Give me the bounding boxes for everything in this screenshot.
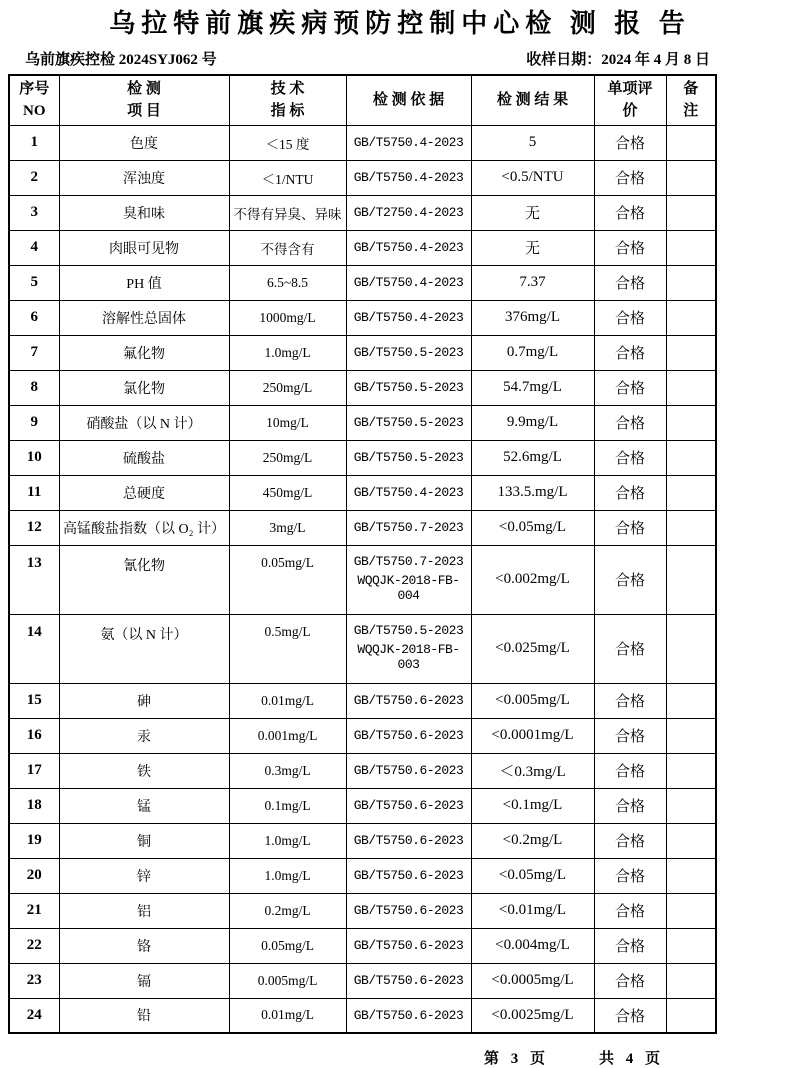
table-row [9,160,716,195]
cell-note [666,195,716,230]
cell-technical-standard: 0.2mg/L [229,893,346,928]
cell-technical-standard: 0.005mg/L [229,963,346,998]
header-evaluation-line1: 单项评 [607,81,653,98]
test-basis-lines [347,170,471,185]
cell-test-basis [346,440,471,475]
table-row [9,300,716,335]
cell-test-result: <0.05mg/L [471,510,594,545]
header-item-line2: 项 目 [127,103,161,120]
cell-technical-standard: 1.0mg/L [229,858,346,893]
table-row [9,230,716,265]
cell-test-basis [346,788,471,823]
header-note [666,75,716,125]
test-basis-lines [347,520,471,535]
cell-technical-standard: 不得含有 [229,230,346,265]
cell-test-item: 氯化物 [59,370,229,405]
cell-test-result: 5 [471,125,594,160]
cell-test-basis [346,300,471,335]
cell-note [666,300,716,335]
cell-row-number: 11 [9,475,59,510]
cell-row-number: 14 [9,614,59,683]
cell-test-basis [346,893,471,928]
table-row [9,335,716,370]
cell-note [666,963,716,998]
cell-test-basis [346,265,471,300]
cell-note [666,683,716,718]
test-basis-line: GB/T5750.5-2023 [353,450,464,465]
cell-technical-standard: 6.5~8.5 [229,265,346,300]
header-no [9,75,59,125]
header-item [59,75,229,125]
table-row [9,753,716,788]
test-basis-line: GB/T5750.6-2023 [353,728,464,743]
cell-note [666,265,716,300]
cell-row-number: 16 [9,718,59,753]
cell-test-result: 133.5.mg/L [471,475,594,510]
test-basis-lines [347,547,471,613]
table-row [9,718,716,753]
cell-test-basis [346,858,471,893]
test-basis-line: GB/T5750.6-2023 [353,798,464,813]
table-body [9,125,716,1033]
table-row [9,545,716,614]
cell-technical-standard: 0.01mg/L [229,683,346,718]
cell-test-result: <0.005mg/L [471,683,594,718]
cell-test-item: 铝 [59,893,229,928]
cell-row-number: 22 [9,928,59,963]
test-basis-line: GB/T5750.6-2023 [353,693,464,708]
cell-test-item: 高锰酸盐指数（以 O₂ 计） [59,510,229,545]
cell-evaluation: 合格 [594,928,666,963]
cell-evaluation: 合格 [594,195,666,230]
cell-evaluation: 合格 [594,893,666,928]
test-basis-line: GB/T5750.6-2023 [353,763,464,778]
cell-technical-standard: 1.0mg/L [229,823,346,858]
test-basis-lines [347,763,471,778]
cell-test-item: 总硬度 [59,475,229,510]
test-basis-lines [347,868,471,883]
cell-test-result: <0.01mg/L [471,893,594,928]
cell-test-basis [346,545,471,614]
cell-test-result: <0.5/NTU [471,160,594,195]
cell-test-item: 砷 [59,683,229,718]
cell-evaluation: 合格 [594,125,666,160]
doc-info-row [25,48,710,69]
cell-technical-standard: 250mg/L [229,370,346,405]
header-note-line1: 备 [683,81,699,98]
table-header-row [9,75,716,125]
table-row [9,858,716,893]
page-footer [484,1047,800,1068]
cell-test-item: 氨（以 N 计） [59,614,229,683]
cell-evaluation: 合格 [594,545,666,614]
cell-evaluation: 合格 [594,335,666,370]
cell-test-basis [346,230,471,265]
cell-note [666,335,716,370]
cell-technical-standard: 0.1mg/L [229,788,346,823]
cell-test-item: 肉眼可见物 [59,230,229,265]
cell-technical-standard: ＜1/NTU [229,160,346,195]
cell-test-basis [346,683,471,718]
test-basis-line: GB/T5750.6-2023 [353,868,464,883]
cell-evaluation: 合格 [594,440,666,475]
table-row [9,440,716,475]
cell-test-basis [346,753,471,788]
cell-note [666,614,716,683]
cell-row-number: 20 [9,858,59,893]
cell-row-number: 13 [9,545,59,614]
table-row [9,510,716,545]
cell-row-number: 10 [9,440,59,475]
cell-test-basis [346,125,471,160]
header-evaluation [594,75,666,125]
cell-test-result: 0.7mg/L [471,335,594,370]
header-basis-line1: 检 测 依 据 [372,92,445,109]
test-basis-line: GB/T5750.7-2023 [353,520,464,535]
cell-test-basis [346,195,471,230]
doc-number: 乌前旗疾控检 2024SYJ062 号 [25,52,217,68]
cell-evaluation: 合格 [594,510,666,545]
header-no-line1: 序号 [19,81,50,98]
test-basis-lines [347,485,471,500]
header-item-line1: 检 测 [127,81,161,98]
cell-test-basis [346,718,471,753]
table-row [9,405,716,440]
cell-technical-standard: 1.0mg/L [229,335,346,370]
cell-note [666,370,716,405]
cell-note [666,160,716,195]
cell-technical-standard: 不得有异臭、异味 [229,195,346,230]
header-standard [229,75,346,125]
cell-technical-standard: 0.001mg/L [229,718,346,753]
cell-technical-standard: 0.3mg/L [229,753,346,788]
cell-evaluation: 合格 [594,753,666,788]
test-basis-line: GB/T5750.5-2023 [353,380,464,395]
cell-note [666,718,716,753]
cell-test-result: <0.2mg/L [471,823,594,858]
test-basis-lines [347,450,471,465]
cell-evaluation: 合格 [594,405,666,440]
report-table [8,74,717,1034]
test-basis-line: GB/T2750.4-2023 [353,205,464,220]
cell-row-number: 18 [9,788,59,823]
cell-evaluation: 合格 [594,614,666,683]
cell-test-basis [346,405,471,440]
cell-row-number: 9 [9,405,59,440]
cell-test-result: <0.002mg/L [471,545,594,614]
cell-note [666,405,716,440]
test-basis-line: GB/T5750.4-2023 [353,310,464,325]
report-title: 乌拉特前旗疾病预防控制中心检 测 报 告 [109,9,691,38]
cell-technical-standard: 0.05mg/L [229,928,346,963]
cell-technical-standard: 0.01mg/L [229,998,346,1033]
header-no-line2: NO [23,103,46,120]
cell-note [666,510,716,545]
test-basis-lines [347,833,471,848]
cell-row-number: 24 [9,998,59,1033]
cell-test-basis [346,160,471,195]
cell-test-basis [346,335,471,370]
cell-technical-standard: 0.5mg/L [229,614,346,683]
report-page [0,3,800,1067]
cell-test-item: 浑浊度 [59,160,229,195]
test-basis-line: GB/T5750.5-2023 [353,345,464,360]
cell-test-result: <0.004mg/L [471,928,594,963]
test-basis-line: GB/T5750.7-2023 [353,553,464,569]
cell-row-number: 3 [9,195,59,230]
cell-test-item: 镉 [59,963,229,998]
cell-technical-standard: 3mg/L [229,510,346,545]
cell-test-basis [346,475,471,510]
test-basis-line: GB/T5750.6-2023 [353,903,464,918]
cell-test-item: 色度 [59,125,229,160]
test-basis-line: GB/T5750.5-2023 [353,622,464,638]
cell-test-basis [346,823,471,858]
cell-test-result: 376mg/L [471,300,594,335]
cell-test-item: 氟化物 [59,335,229,370]
table-row [9,788,716,823]
test-basis-line: GB/T5750.6-2023 [353,833,464,848]
cell-test-basis [346,370,471,405]
cell-evaluation: 合格 [594,370,666,405]
cell-test-item: 铜 [59,823,229,858]
header-result-line1: 检 测 结 果 [496,92,569,109]
cell-row-number: 19 [9,823,59,858]
cell-evaluation: 合格 [594,475,666,510]
test-basis-line: GB/T5750.6-2023 [353,973,464,988]
test-basis-lines [347,415,471,430]
cell-note [666,893,716,928]
test-basis-lines [347,135,471,150]
table-row [9,823,716,858]
test-basis-line: GB/T5750.4-2023 [353,135,464,150]
cell-row-number: 6 [9,300,59,335]
cell-test-result: <0.0005mg/L [471,963,594,998]
test-basis-lines [347,616,471,682]
test-basis-line: WQQJK-2018-FB-003 [357,641,460,672]
cell-note [666,545,716,614]
cell-test-item: 溶解性总固体 [59,300,229,335]
table-row [9,614,716,683]
page-number-current: 第 3 页 [484,1051,550,1067]
test-basis-line: GB/T5750.5-2023 [353,415,464,430]
cell-note [666,125,716,160]
cell-row-number: 15 [9,683,59,718]
cell-test-item: 铬 [59,928,229,963]
cell-test-result: 52.6mg/L [471,440,594,475]
table-row [9,475,716,510]
table-row [9,265,716,300]
sample-date: 收样日期：2024 年 4 月 8 日 [526,52,710,68]
header-standard-line2: 指 标 [270,103,305,120]
test-basis-line: GB/T5750.4-2023 [353,240,464,255]
cell-evaluation: 合格 [594,265,666,300]
cell-test-item: 氰化物 [59,545,229,614]
test-basis-lines [347,973,471,988]
cell-row-number: 8 [9,370,59,405]
cell-technical-standard: 450mg/L [229,475,346,510]
cell-test-item: PH 值 [59,265,229,300]
test-basis-lines [347,1008,471,1023]
test-basis-line: GB/T5750.6-2023 [353,938,464,953]
cell-evaluation: 合格 [594,230,666,265]
cell-technical-standard: ＜15 度 [229,125,346,160]
cell-row-number: 4 [9,230,59,265]
test-basis-lines [347,275,471,290]
cell-note [666,823,716,858]
cell-evaluation: 合格 [594,718,666,753]
cell-test-item: 锌 [59,858,229,893]
cell-row-number: 2 [9,160,59,195]
cell-note [666,788,716,823]
cell-row-number: 1 [9,125,59,160]
cell-test-basis [346,510,471,545]
table-row [9,370,716,405]
table-row [9,998,716,1033]
cell-test-result: ＜0.3mg/L [471,753,594,788]
cell-evaluation: 合格 [594,300,666,335]
test-basis-lines [347,903,471,918]
cell-technical-standard: 10mg/L [229,405,346,440]
header-result [471,75,594,125]
cell-test-item: 臭和味 [59,195,229,230]
header-standard-line1: 技 术 [270,81,305,98]
header-evaluation-line2: 价 [622,103,638,120]
cell-evaluation: 合格 [594,788,666,823]
test-basis-line: WQQJK-2018-FB-004 [357,572,460,603]
cell-test-result: 无 [471,195,594,230]
cell-evaluation: 合格 [594,963,666,998]
test-basis-lines [347,798,471,813]
cell-test-item: 锰 [59,788,229,823]
cell-test-basis [346,998,471,1033]
cell-note [666,475,716,510]
cell-technical-standard: 1000mg/L [229,300,346,335]
cell-note [666,753,716,788]
test-basis-lines [347,380,471,395]
cell-note [666,440,716,475]
cell-note [666,928,716,963]
cell-test-basis [346,963,471,998]
test-basis-lines [347,345,471,360]
cell-row-number: 23 [9,963,59,998]
test-basis-lines [347,310,471,325]
cell-test-result: <0.0001mg/L [471,718,594,753]
cell-test-item: 铁 [59,753,229,788]
cell-evaluation: 合格 [594,858,666,893]
test-basis-line: GB/T5750.4-2023 [353,485,464,500]
cell-test-result: 无 [471,230,594,265]
cell-test-basis [346,928,471,963]
cell-test-result: 9.9mg/L [471,405,594,440]
test-basis-lines [347,728,471,743]
test-basis-lines [347,693,471,708]
cell-evaluation: 合格 [594,823,666,858]
cell-row-number: 5 [9,265,59,300]
test-basis-line: GB/T5750.4-2023 [353,275,464,290]
header-basis [346,75,471,125]
cell-evaluation: 合格 [594,998,666,1033]
table-row [9,893,716,928]
page-number-total: 共 4 页 [599,1051,665,1067]
cell-test-result: <0.05mg/L [471,858,594,893]
cell-note [666,858,716,893]
cell-note [666,998,716,1033]
cell-test-item: 硫酸盐 [59,440,229,475]
cell-evaluation: 合格 [594,160,666,195]
test-basis-lines [347,938,471,953]
cell-row-number: 17 [9,753,59,788]
cell-technical-standard: 0.05mg/L [229,545,346,614]
cell-test-result: <0.0025mg/L [471,998,594,1033]
table-row [9,963,716,998]
cell-test-item: 铅 [59,998,229,1033]
test-basis-line: GB/T5750.6-2023 [353,1007,464,1023]
header-note-line2: 注 [683,103,699,120]
cell-test-item: 汞 [59,718,229,753]
cell-row-number: 12 [9,510,59,545]
cell-test-result: <0.025mg/L [471,614,594,683]
test-basis-lines [347,205,471,220]
test-basis-line: GB/T5750.4-2023 [353,170,464,185]
cell-test-result: 7.37 [471,265,594,300]
cell-evaluation: 合格 [594,683,666,718]
cell-row-number: 7 [9,335,59,370]
cell-technical-standard: 250mg/L [229,440,346,475]
cell-test-result: <0.1mg/L [471,788,594,823]
table-row [9,683,716,718]
table-row [9,195,716,230]
test-basis-lines [347,240,471,255]
cell-test-item: 硝酸盐（以 N 计） [59,405,229,440]
cell-test-basis [346,614,471,683]
cell-test-result: 54.7mg/L [471,370,594,405]
table-row [9,125,716,160]
cell-note [666,230,716,265]
table-row [9,928,716,963]
cell-row-number: 21 [9,893,59,928]
